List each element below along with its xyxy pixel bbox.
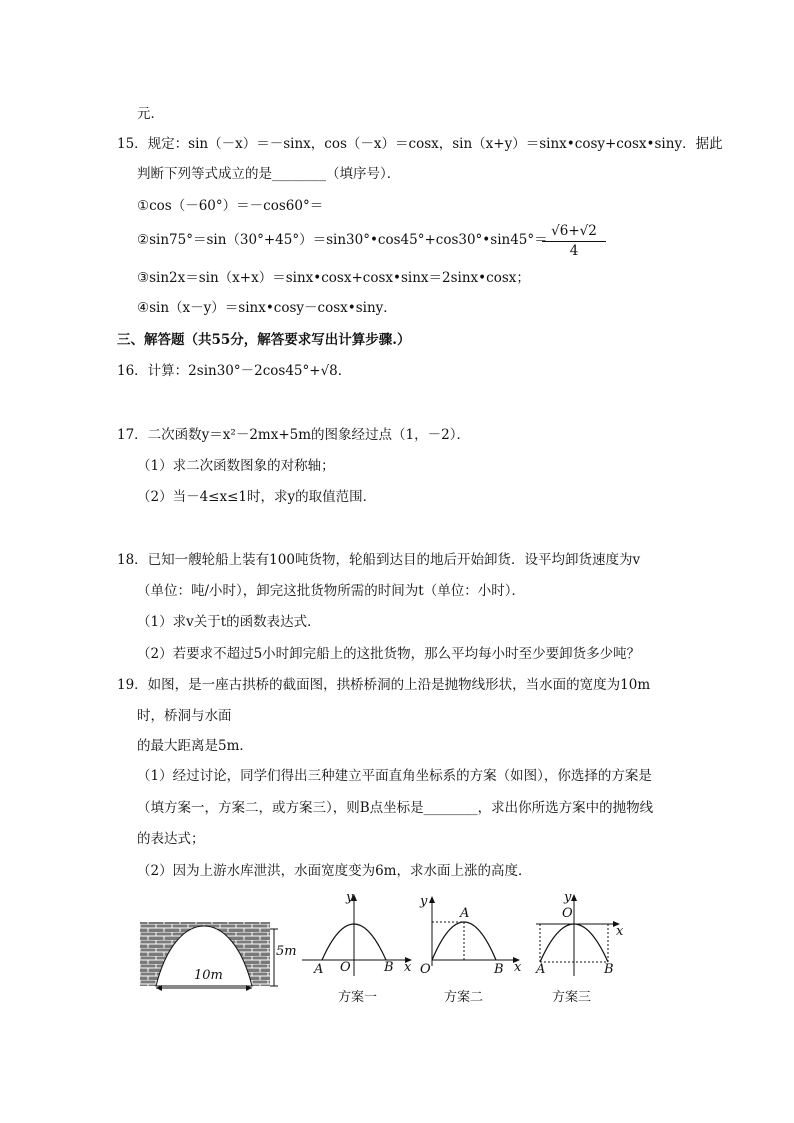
q15-option-4: ④sin（x－y）＝sinx•cosy－cosx•siny． bbox=[137, 300, 397, 316]
plan-1-A-label: A bbox=[314, 962, 324, 977]
bridge-width-label: 10m bbox=[194, 968, 223, 983]
fraction-numerator: √6+√2 bbox=[551, 223, 597, 239]
q19-part-1-line-c: 的表达式； bbox=[137, 831, 205, 847]
plan-1-y-label: y bbox=[346, 890, 354, 905]
plan-1-x-label: x bbox=[404, 960, 412, 975]
q17-stem: 17．二次函数y＝x²－2mx+5m的图象经过点（1，－2）． bbox=[117, 427, 470, 443]
bridge-height-label: 5m bbox=[276, 944, 297, 959]
plan-2-x-label: x bbox=[514, 960, 522, 975]
q18-stem-2: （单位：吨/小时），卸完这批货物所需的时间为t（单位：小时）． bbox=[137, 583, 525, 599]
q15-option-2-fraction bbox=[538, 222, 610, 260]
plan-2-y-label: y bbox=[420, 894, 428, 909]
q19-part-1-line-a: （1）经过讨论，同学们得出三种建立平面直角坐标系的方案（如图），你选择的方案是 bbox=[137, 768, 652, 784]
carryover-text: 元． bbox=[137, 106, 164, 122]
section-3-heading: 三、解答题（共55分，解答要求写出计算步骤.） bbox=[117, 332, 411, 348]
q18-stem-1: 18．已知一艘轮船上装有100吨货物，轮船到达目的地后开始卸货．设平均卸货速度为v bbox=[117, 552, 641, 568]
q19-stem-3: 的最大距离是5m． bbox=[137, 738, 253, 754]
plan-2-origin-label: O bbox=[420, 962, 431, 977]
plan-1-origin-label: O bbox=[340, 960, 351, 975]
plan-3-A-label: A bbox=[536, 962, 546, 977]
plan-1-B-label: B bbox=[384, 960, 394, 975]
plan-2-A-label: A bbox=[460, 906, 470, 921]
q16-stem: 16．计算：2sin30°－2cos45°+√8． bbox=[117, 363, 352, 379]
q17-part-1: （1）求二次函数图象的对称轴； bbox=[137, 458, 335, 474]
bridge-figure bbox=[136, 916, 296, 996]
q18-part-1: （1）求v关于t的函数表达式． bbox=[137, 614, 321, 630]
q18-part-2: （2）若要求不超过5小时卸完船上的这批货物，那么平均每小时至少要卸货多少吨？ bbox=[137, 646, 641, 662]
fraction-denominator: 4 bbox=[569, 243, 579, 259]
plan-3-x-label: x bbox=[616, 924, 624, 939]
plan-1-caption: 方案一 bbox=[338, 990, 378, 1005]
q15-stem-1: 15．规定：sin（－x）＝－sinx，cos（－x）＝cosx，sin（x+y）＝sinx•cosy+cosx•siny．据此 bbox=[117, 136, 723, 152]
q15-option-2: ②sin75°＝sin（30°+45°）＝sin30°•cos45°+cos30°•sin45°＝ bbox=[137, 232, 548, 248]
q19-stem-1: 19．如图，是一座古拱桥的截面图，拱桥桥洞的上沿是抛物线形状，当水面的宽度为10m bbox=[117, 677, 651, 693]
plan-3-caption: 方案三 bbox=[552, 990, 592, 1005]
plan-2-caption: 方案二 bbox=[444, 990, 484, 1005]
plan-2-B-label: B bbox=[494, 962, 504, 977]
q19-stem-2: 时，桥洞与水面 bbox=[137, 708, 232, 724]
q19-part-2: （2）因为上游水库泄洪，水面宽度变为6m，求水面上涨的高度． bbox=[137, 863, 532, 879]
plan-2-graph bbox=[418, 890, 528, 980]
q15-stem-2: 判断下列等式成立的是________（填序号）． bbox=[137, 166, 401, 182]
q15-option-3: ③sin2x＝sin（x+x）＝sinx•cosx+cosx•sinx＝2sinx•cosx； bbox=[137, 270, 530, 286]
plan-3-B-label: B bbox=[604, 962, 614, 977]
q17-part-2: （2）当－4≤x≤1时，求y的取值范围． bbox=[137, 489, 377, 505]
q19-part-1-line-b: （填方案一，方案二，或方案三），则B点坐标是________，求出你所选方案中的抛物线 bbox=[137, 800, 654, 816]
q15-option-1: ①cos（－60°）＝－cos60°＝ bbox=[137, 198, 324, 214]
plan-3-origin-label: O bbox=[562, 906, 573, 921]
plan-3-y-label: y bbox=[564, 890, 572, 905]
